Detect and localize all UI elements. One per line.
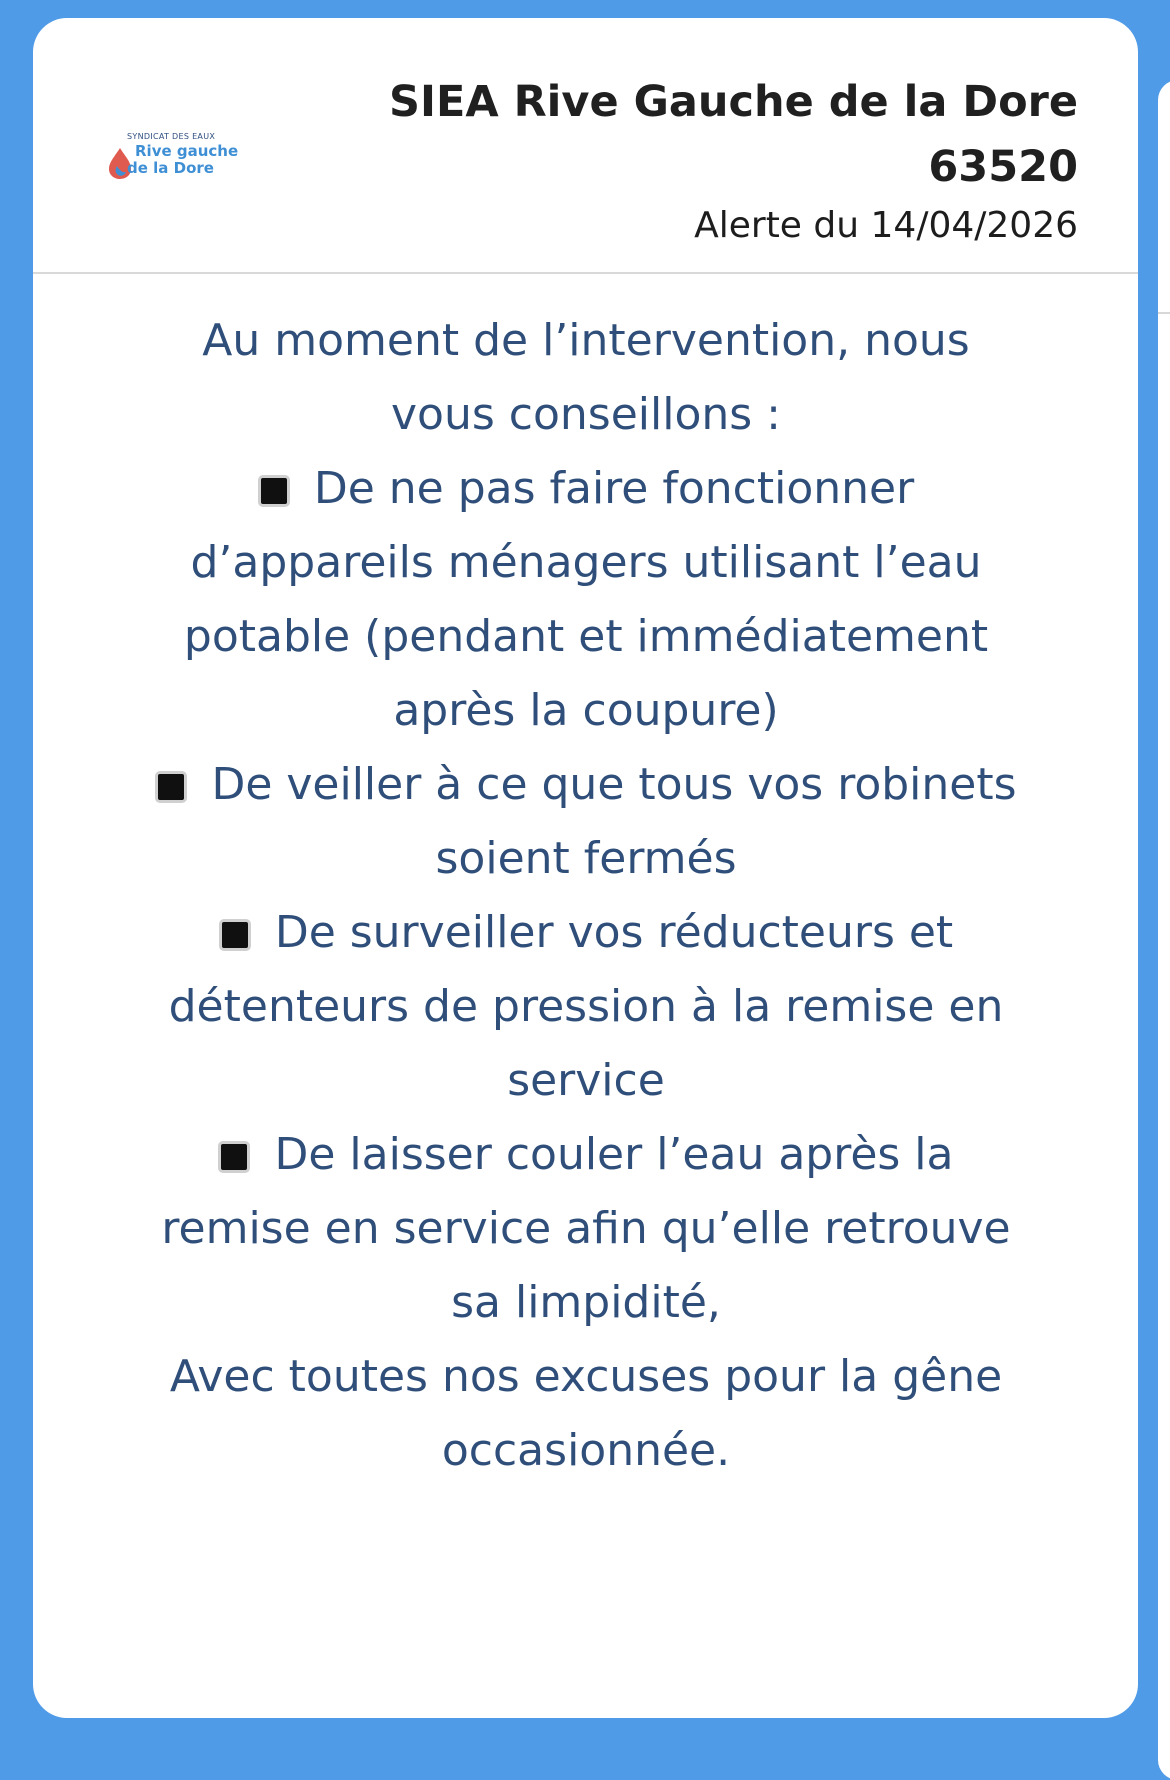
side-card-edge [1158,80,1170,1780]
advice-item-4-line-2: remise en service afin qu’elle retrouve [161,1203,1011,1254]
advice-item-2-line-1 [67,748,1105,822]
advice-item-4-text-line-1: De laisser couler l’eau après la [274,1129,954,1180]
header-divider [33,272,1138,274]
advice-item-3-line-3: service [507,1055,665,1106]
header-title-block [389,66,1078,256]
logo-small-text: SYNDICAT DES EAUX [127,132,216,141]
alert-date: Alerte du 14/04/2026 [694,205,1078,246]
advice-item-3-line-2: détenteurs de pression à la remise en [168,981,1004,1032]
black-square-icon [258,475,290,507]
black-square-icon [219,919,251,951]
intro-line-1: Au moment de l’intervention, nous [202,315,970,366]
advice-item-2-line-2: soient fermés [435,833,737,884]
advice-item-1-line-4: après la coupure) [393,685,779,736]
advice-item-4-line-3: sa limpidité, [451,1277,721,1328]
postal-code: 63520 [928,142,1078,192]
black-square-icon [218,1141,250,1173]
alert-message [67,304,1105,1488]
advice-item-1-line-2: d’appareils ménagers utilisant l’eau [190,537,982,588]
alert-card [33,18,1138,1718]
side-card-divider [1158,312,1170,314]
organization-name: SIEA Rive Gauche de la Dore [388,77,1078,127]
logo-text-line-2: de la Dore [127,159,214,177]
advice-item-3-line-1 [67,896,1105,970]
advice-item-2-text-line-1: De veiller à ce que tous vos robinets [211,759,1017,810]
intro-line-2: vous conseillons : [391,389,781,440]
closing-line-1: Avec toutes nos excuses pour la gêne [169,1351,1003,1402]
advice-item-1-line-3: potable (pendant et immédiatement [183,611,989,662]
advice-item-3-text-line-1: De surveiller vos réducteurs et [274,907,954,958]
advice-item-1-line-1 [67,452,1105,526]
organization-logo [105,124,275,190]
advice-item-1-text-line-1: De ne pas faire fonctionner [313,463,915,514]
closing-line-2: occasionnée. [441,1425,731,1476]
logo-text-line-1: Rive gauche [135,142,239,160]
alert-header [33,18,1138,273]
advice-item-4-line-1 [67,1118,1105,1192]
black-square-icon [155,771,187,803]
